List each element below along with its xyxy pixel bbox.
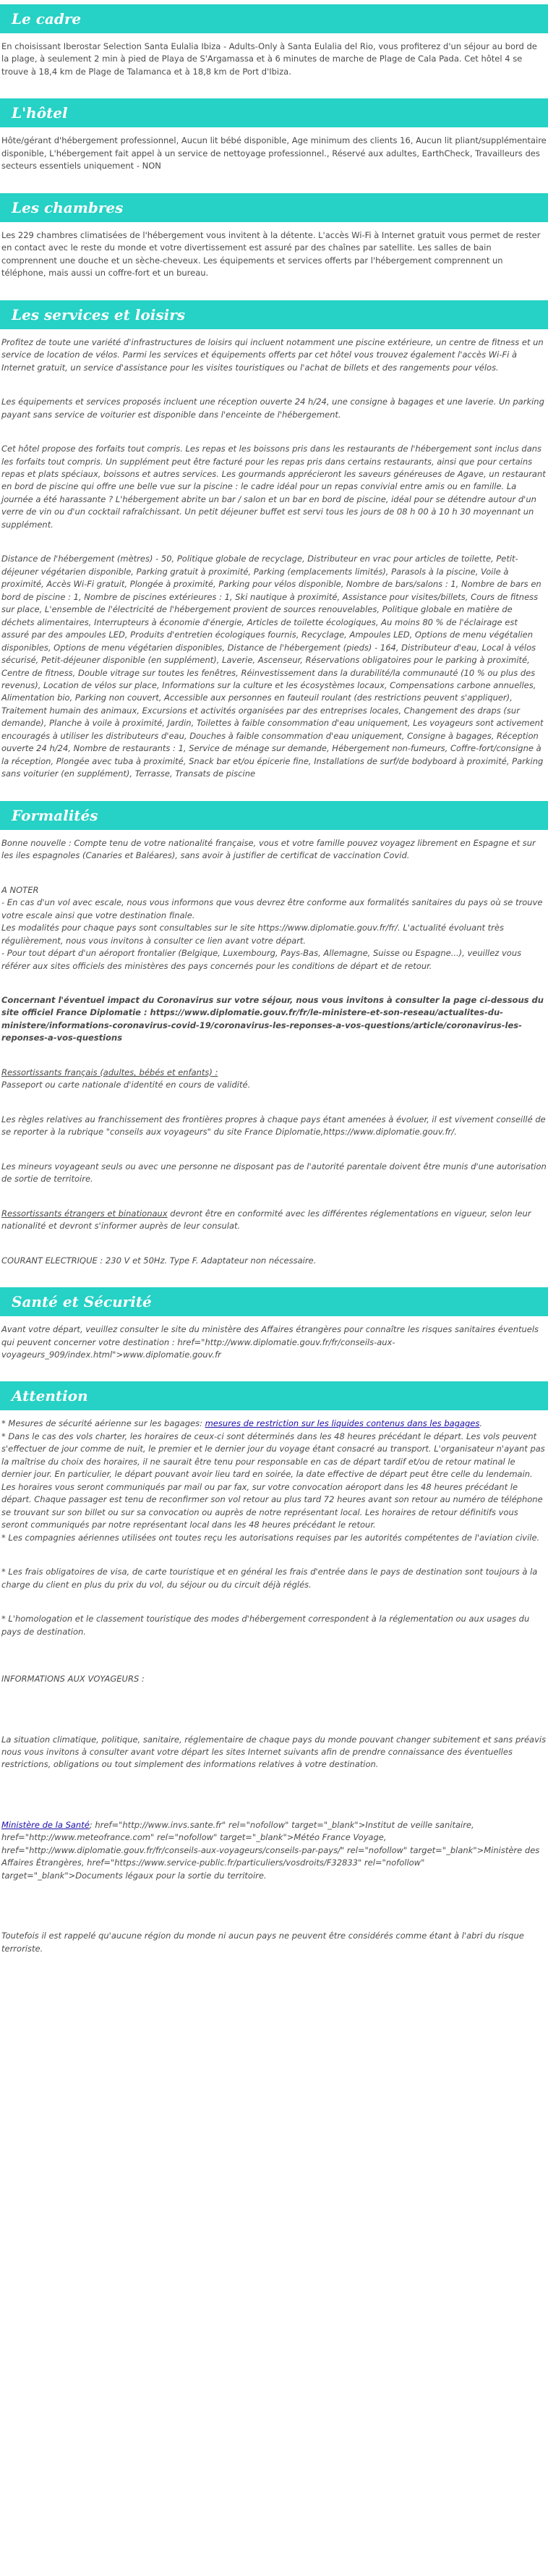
services-paragraph-2: Les équipements et services proposés incluent une réception ouverte 24 h/24, une consigne à bagages et une laverie. Un parking payant sans service de voiturier est disponible dans l'enceinte de l'hébergement. [1, 397, 544, 420]
spacer [0, 383, 548, 396]
spacer [0, 1553, 548, 1566]
electric-info: COURANT ELECTRIQUE : 230 V et 50Hz. Type F. Adaptateur non nécessaire. [1, 1255, 317, 1266]
covid-notice: Concernant l'éventuel impact du Coronavirus sur votre séjour, nous vous invitons à consulter la page ci-dessous du site officiel France Diplomatie : https://www.diplomatie.gouv.fr/fr/le-ministere-et-son-reseau/actualites-du-ministere/informations-coronavirus-covid-19/coronavirus-les-reponses-a-vos-questions/article/coronavirus-les-reponses-a-vos-questions [1, 994, 544, 1043]
attention-bullet-2: * Dans le cas des vols charter, les horaires de ceux-ci sont déterminés dans les 48 heures précédant le départ. Les vols peuvent s'effectuer de jour comme de nuit, le premier et le dernier jour du voyage étant consacré au transport. L'organisateur n'ayant pas la maîtrise du choix des horaires, il ne saurait être tenu pour responsable en cas de départ tardif et/ou de retour matinal le dernier jour. En particulier, le départ pouvant avoir lieu tard en soirée, la date effective de départ peut être celle du lendemain. Les horaires vous seront communiqués par mail ou par fax, sur votre convocation aéroport dans les 48 heures précédant le départ. Chaque passager est tenu de reconfirmer son vol retour au plus tard 72 heures avant son retour au numéro de téléphone se trouvant sur son billet ou sur sa convocation ou auprès de notre représentant local. Les horaires de retour définitifs vous seront communiqués par notre représentant local dans les 48 heures précédant le retour. [1, 1431, 545, 1530]
section-attention [0, 1377, 548, 1971]
spacer [0, 1917, 548, 1930]
foreign-nationals-text: devront être en conformité avec les différentes réglementations en vigueur, selon leur nationalité et devront s'informer auprès de leur consulat. [1, 1208, 531, 1232]
attention-bullet-4: * Les frais obligatoires de visa, de carte touristique et en général les frais d'entrée dans le pays de destination sont toujours à la charge du client en plus du prix du vol, du séjour ou du circuit déjà réglés. [1, 1567, 538, 1590]
border-rules: Les règles relatives au franchissement des frontières propres à chaque pays étant amenées à évoluer, il est vivement conseillé de se reporter à la rubrique "conseils aux voyageurs" du site France Diplomatie,https://www.diplomatie.gouv.fr/. [1, 1114, 546, 1137]
foreign-nationals [0, 1208, 548, 1233]
spacer [0, 1806, 548, 1819]
spacer [0, 1195, 548, 1208]
travelers-info-title: INFORMATIONS AUX VOYAGEURS : [1, 1674, 145, 1685]
spacer [0, 1660, 548, 1673]
spacer [0, 1780, 548, 1793]
terror-risk-notice: Toutefois il est rappelé qu'aucune région du monde ni aucun pays ne peuvent être considérés comme étant à l'abri du risque terroriste. [1, 1931, 524, 1954]
spacer [0, 540, 548, 553]
note-title: A NOTER [1, 884, 39, 895]
useful-links-text: ; href="http://www.invs.sante.fr" rel="nofollow" target="_blank">Institut de veille sanitaire, href="http://www.meteofrance.com" rel="nofollow" target="_blank">Météo France Voyage, href="http://www.diplomatie.gouv.fr/fr/conseils-aux-voyageurs/conseils-par-pays/" rel="nofollow" target="_blank">Ministère des Affaires Étrangères, href="https://www.service-public.fr/particuliers/vosdroits/F32833" rel="nofollow" target="_blank">Documents légaux pour la sortie du territoire. [1, 1819, 540, 1881]
health-ministry-link[interactable]: Ministère de la Santé [1, 1819, 90, 1830]
attention-bullet-5: * L'homologation et le classement touristique des modes d'hébergement correspondent à la réglementation ou aux usages du pays de destination. [1, 1614, 530, 1637]
useful-links [0, 1819, 548, 1882]
minors-rules: Les mineurs voyageant seuls ou avec une personne ne disposant pas de l'autorité parentale doivent être munis d'une autorisation de sortie de territoire. [1, 1161, 547, 1185]
attention-bullet-1 [0, 1418, 548, 1430]
section-title-services: Les services et loisirs [0, 300, 548, 329]
hotel-text: Hôte/gérant d'hébergement professionnel, Aucun lit bébé disponible, Age minimum des clients 16, Aucun lit pliant/supplémentaire disponible, L'hébergement fait appel à un service de nettoyage professionnel., Réservé aux adultes, EarthCheck, Travailleurs des secteurs essentiels uniquement - NON [1, 135, 547, 171]
services-paragraph-4: Distance de l'hébergement (mètres) - 50, Politique globale de recyclage, Distributeur en vrac pour articles de toilette, Petit-déjeuner végétarien disponible, Parking gratuit à proximité, Parking (emplacements limités), Parasols à la piscine, Voile à proximité, Accès Wi-Fi gratuit, Plongée à proximité, Parking pour vélos disponible, Nombre de bars/salons : 1, Nombre de bars en bord de piscine : 1, Nombre de piscines extérieures : 1, Ski nautique à proximité, Assistance pour visites/billets, Cours de fitness sur place, L'ensemble de l'électricité de l'hébergement provient de sources renouvelables, Politique globale en matière de déchets alimentaires, Interrupteurs à économie d'énergie, Articles de toilette écologiques, Au moins 80 % de l'éclairage est assuré par des ampoules LED, Produits d'entretien écologiques fournis, Recyclage, Ampoules LED, Options de menu végétalien disponibles, Options de menu végétarien disponibles, Distance de l'hébergement (pieds) - 164, Distributeur d'eau, Local à vélos sécurisé, Petit-déjeuner disponible (en supplément), Laverie, Ascenseur, Réservations obligatoires pour le parking à proximité, Centre de fitness, Double vitrage sur toutes les fenêtres, Réinvestissement dans la durabilité/la communauté (10 % ou plus des revenus), Location de vélos sur place, Informations sur la culture et les écosystèmes locaux, Compensations carbone annuelles, Alimentation bio, Parking non couvert, Accessible aux personnes en fauteuil roulant (des restrictions peuvent s'appliquer), Traitement humain des animaux, Excursions et activités organisées par des entreprises locales, Changement des draps (sur demande), Planche à voile à proximité, Jardin, Toilettes à faible consommation d'eau uniquement, Les voyageurs sont activement encouragés à utiliser les distributeurs d'eau, Douches à faible consommation d'eau uniquement, Consigne à bagages, Réception ouverte 24 h/24, Nombre de restaurants : 1, Service de ménage sur demande, Hébergement non-fumeurs, Coffre-fort/consigne à la réception, Plongée avec tuba à proximité, Snack bar et/ou épicerie fine, Installations de surf/de bodyboard à proximité, Parking sans voiturier (en supplément), Terrasse, Transats de piscine [1, 554, 544, 779]
foreign-nationals-heading: Ressortissants étrangers et binationaux [1, 1208, 168, 1219]
formalites-intro: Bonne nouvelle : Compte tenu de votre nationalité française, vous et votre famille pouvez voyagez librement en Espagne et sur les iles espagnoles (Canaries et Baléares), sans avoir à justifier de certificat de vaccination Covid. [1, 837, 536, 861]
section-chambres [0, 189, 548, 296]
section-title-cadre: Le cadre [0, 4, 548, 33]
section-cadre [0, 0, 548, 94]
spacer [0, 1721, 548, 1734]
spacer [0, 1904, 548, 1917]
liquids-restriction-link[interactable]: mesures de restriction sur les liquides contenus dans les bagages [205, 1418, 480, 1429]
section-services [0, 296, 548, 797]
spacer [0, 1148, 548, 1161]
section-title-attention: Attention [0, 1381, 548, 1410]
spacer [0, 1891, 548, 1904]
section-title-formalites: Formalités [0, 801, 548, 830]
bullet-1-prefix: * Mesures de sécurité aérienne sur les bagages: [1, 1418, 205, 1429]
spacer [0, 1242, 548, 1255]
cadre-text: En choisissant Iberostar Selection Santa Eulalia Ibiza - Adults-Only à Santa Eulalia del Rio, vous profiterez d'un séjour au bord de la plage, à seulement 2 min à pied de Playa de S'Argamassa et à 6 minutes de marche de Plage de Cala Pada. Cet hôtel 4 se trouve à 18,4 km de Plage de Talamanca et à 18,8 km de Port d'Ibiza. [1, 41, 537, 77]
note-line-3: - Pour tout départ d'un aéroport frontalier (Belgique, Luxembourg, Pays-Bas, Allemagne, Suisse ou Espagne...), veuillez vous référer aux sites officiels des ministères des pays concernés pour les conditions de départ et de retour. [1, 948, 522, 971]
section-title-hotel: L'hôtel [0, 98, 548, 127]
chambres-text: Les 229 chambres climatisées de l'hébergement vous invitent à la détente. L'accès Wi-Fi à Internet gratuit vous permet de rester en contact avec le reste du monde et votre divertissement est assuré par des chaînes par satellite. Les salles de bain comprennent une douche et un sèche-cheveux. Les équipements et services offerts par l'hébergement comprennent un téléphone, mais aussi un coffre-fort et un bureau. [1, 229, 541, 279]
note-line-2: Les modalités pour chaque pays sont consultables sur le site https://www.diplomatie.gouv.fr/fr/. L'actualité évoluant très régulièrement, nous vous invitons à consulter ce lien avant votre départ. [1, 923, 504, 946]
services-paragraph-3: Cet hôtel propose des forfaits tout compris. Les repas et les boissons pris dans les restaurants de l'hébergement sont inclus dans les forfaits tout compris. Un supplément peut être facturé pour les repas pris dans certains restaurants, ainsi que pour certains repas et plats spéciaux, boissons et autres services. Les gourmands apprécieront les saveurs généreuses de Agave, un restaurant en bord de piscine qui offre une belle vue sur la piscine : le cadre idéal pour un repas convivial entre amis ou en famille. La journée a été harassante ? L'hébergement abrite un bar / salon et un bar en bord de piscine, idéal pour se détendre autour d'un verre de vin ou d'un cocktail rafraîchissant. Un petit déjeuner buffet est servi tous les jours de 08 h 00 à 10 h 30 moyennant un supplément. [1, 444, 546, 530]
services-paragraph-1: Profitez de toute une variété d'infrastructures de loisirs qui incluent notamment une piscine extérieure, un centre de fitness et un service de location de vélos. Parmi les services et équipements offerts par cet hôtel vous trouvez également l'accès Wi-Fi à Internet gratuit, un service d'assistance pour les visites touristiques ou l'achat de billets et des rangements pour vélos. [1, 336, 544, 373]
section-sante [0, 1283, 548, 1377]
spacer [0, 1054, 548, 1067]
spacer [0, 981, 548, 994]
section-hotel [0, 94, 548, 188]
situation-text: La situation climatique, politique, sanitaire, réglementaire de chaque pays du monde pouvant changer subitement et sans préavis nous vous invitons à consulter avant votre départ les sites Internet suivants afin de prendre connaissance des éventuelles restrictions, obligations ou tout simplement des informations relatives à votre destination. [1, 1734, 547, 1770]
bullet-1-suffix: . [479, 1418, 483, 1429]
spacer [0, 1647, 548, 1660]
spacer [0, 430, 548, 443]
section-formalites [0, 797, 548, 1283]
spacer [0, 1600, 548, 1613]
spacer [0, 1101, 548, 1114]
section-title-sante: Santé et Sécurité [0, 1287, 548, 1316]
french-nationals-title [0, 1067, 548, 1079]
french-nationals-text: Passeport ou carte nationale d'identité en cours de validité. [1, 1080, 251, 1090]
spacer [0, 1708, 548, 1721]
french-nationals-heading: Ressortissants français (adultes, bébés et enfants) : [1, 1067, 218, 1077]
attention-bullet-3: * Les compagnies aériennes utilisées ont toutes reçu les autorisations requises par les autorités compétentes de l'aviation civile. [1, 1532, 540, 1543]
sante-text: Avant votre départ, veuillez consulter le site du ministère des Affaires étrangères pour connaître les risques sanitaires éventuels qui peuvent concerner votre destination : href="http://www.diplomatie.gouv.fr/fr/conseils-aux-voyageurs_909/index.html">www.diplomatie.gouv.fr [1, 1324, 539, 1360]
note-line-1: - En cas d'un vol avec escale, nous vous informons que vous devrez être conforme aux formalités sanitaires du pays où se trouve votre escale ainsi que votre destination finale. [1, 897, 543, 920]
spacer [0, 1695, 548, 1708]
spacer [0, 1793, 548, 1806]
spacer [0, 871, 548, 884]
section-title-chambres: Les chambres [0, 193, 548, 222]
